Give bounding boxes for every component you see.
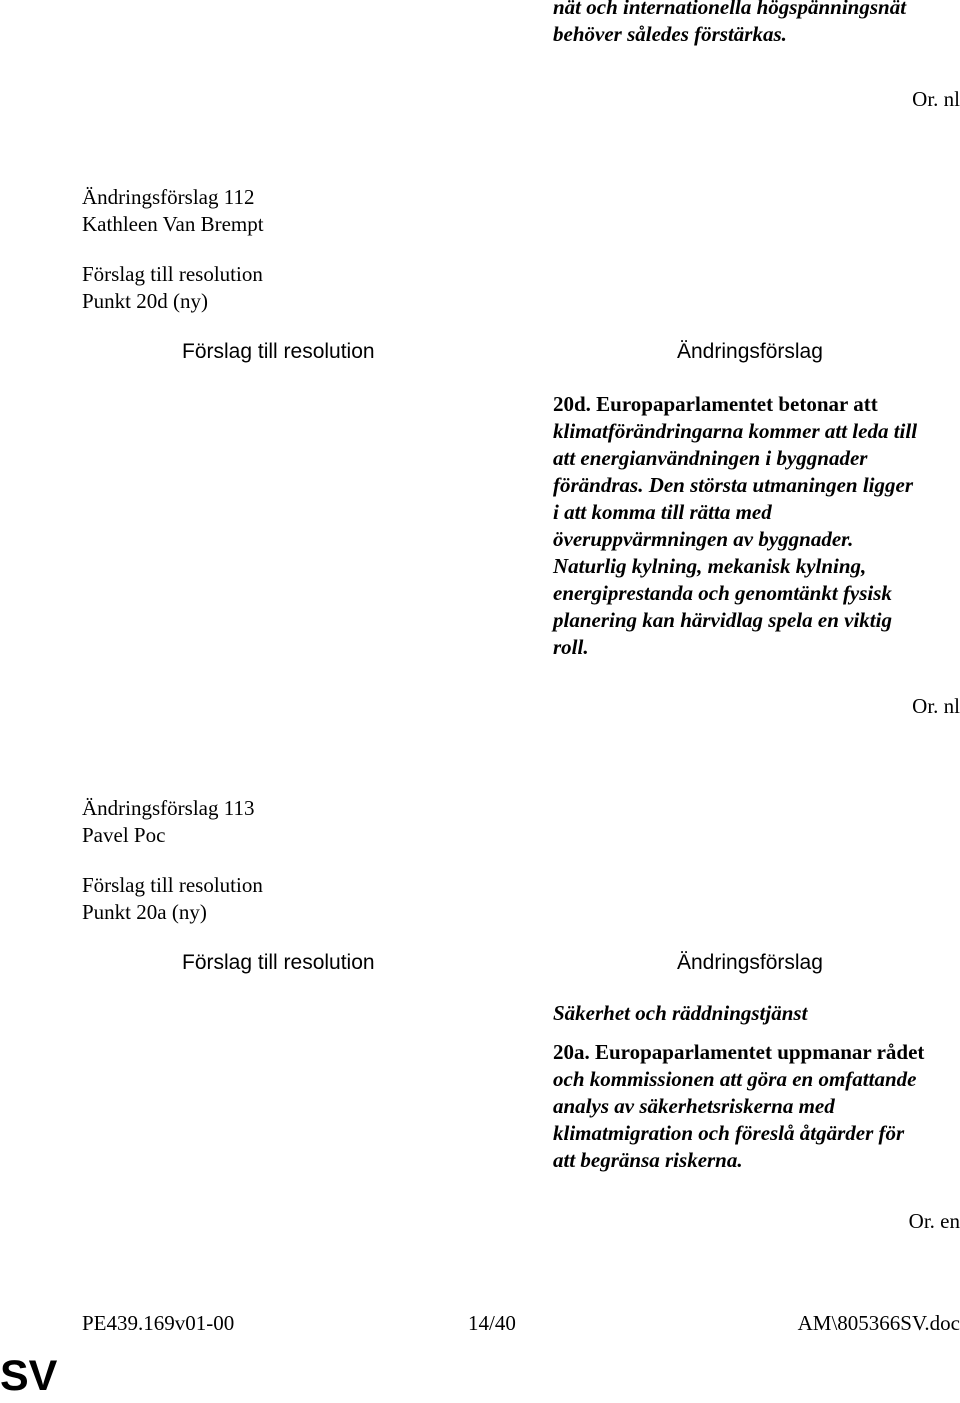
- amendment-line: roll.: [553, 635, 589, 659]
- footer-page-number: 14/40: [468, 1311, 516, 1335]
- amendment-line: planering kan härvidlag spela en viktig: [553, 608, 892, 632]
- amendment-line: 20a. Europaparlamentet uppmanar rådet: [553, 1040, 925, 1064]
- amendment-line: och kommissionen att göra en omfattande: [553, 1067, 917, 1091]
- amendment-line: klimatmigration och föreslå åtgärder för: [553, 1121, 905, 1145]
- amendment-author: Pavel Poc: [82, 823, 166, 847]
- column-header-right: Ändringsförslag: [677, 951, 823, 974]
- amendment-heading: Ändringsförslag 112: [82, 185, 255, 209]
- amendment-subtitle: Säkerhet och räddningstjänst: [553, 1001, 808, 1025]
- intro-line: behöver således förstärkas.: [553, 22, 787, 46]
- language-code: SV: [0, 1352, 58, 1400]
- origin-note: Or. en: [908, 1209, 960, 1233]
- amendment-line: överuppvärmningen av byggnader.: [553, 527, 854, 551]
- footer-doc-name: AM\805366SV.doc: [797, 1311, 960, 1335]
- amendment-line: att begränsa riskerna.: [553, 1148, 743, 1172]
- amendment-line: Naturlig kylning, mekanisk kylning,: [553, 554, 867, 578]
- amendment-line: 20d. Europaparlamentet betonar att: [553, 392, 878, 416]
- amendment-line: energiprestanda och genomtänkt fysisk: [553, 581, 892, 605]
- point-label: Punkt 20a (ny): [82, 900, 207, 924]
- intro-line: nät och internationella högspänningsnät: [553, 0, 907, 19]
- origin-note: Or. nl: [912, 694, 960, 718]
- amendment-author: Kathleen Van Brempt: [82, 212, 264, 236]
- footer-reference: PE439.169v01-00: [82, 1311, 235, 1335]
- column-header-left: Förslag till resolution: [182, 951, 375, 974]
- intro-text: [553, 0, 960, 48]
- amendment-heading: Ändringsförslag 113: [82, 796, 255, 820]
- proposal-label: Förslag till resolution: [82, 873, 263, 897]
- point-label: Punkt 20d (ny): [82, 289, 208, 313]
- proposal-label: Förslag till resolution: [82, 262, 263, 286]
- amendment-line: att energianvändningen i byggnader: [553, 446, 868, 470]
- column-header-right: Ändringsförslag: [677, 340, 823, 363]
- amendment-line: i att komma till rätta med: [553, 500, 772, 524]
- amendment-text: [553, 1039, 960, 1174]
- amendment-line: förändras. Den största utmaningen ligger: [553, 473, 913, 497]
- origin-note: Or. nl: [912, 87, 960, 111]
- amendment-line: klimatförändringarna kommer att leda till: [553, 419, 918, 443]
- amendment-line: analys av säkerhetsriskerna med: [553, 1094, 835, 1118]
- amendment-text: [553, 391, 960, 661]
- column-header-left: Förslag till resolution: [182, 340, 375, 363]
